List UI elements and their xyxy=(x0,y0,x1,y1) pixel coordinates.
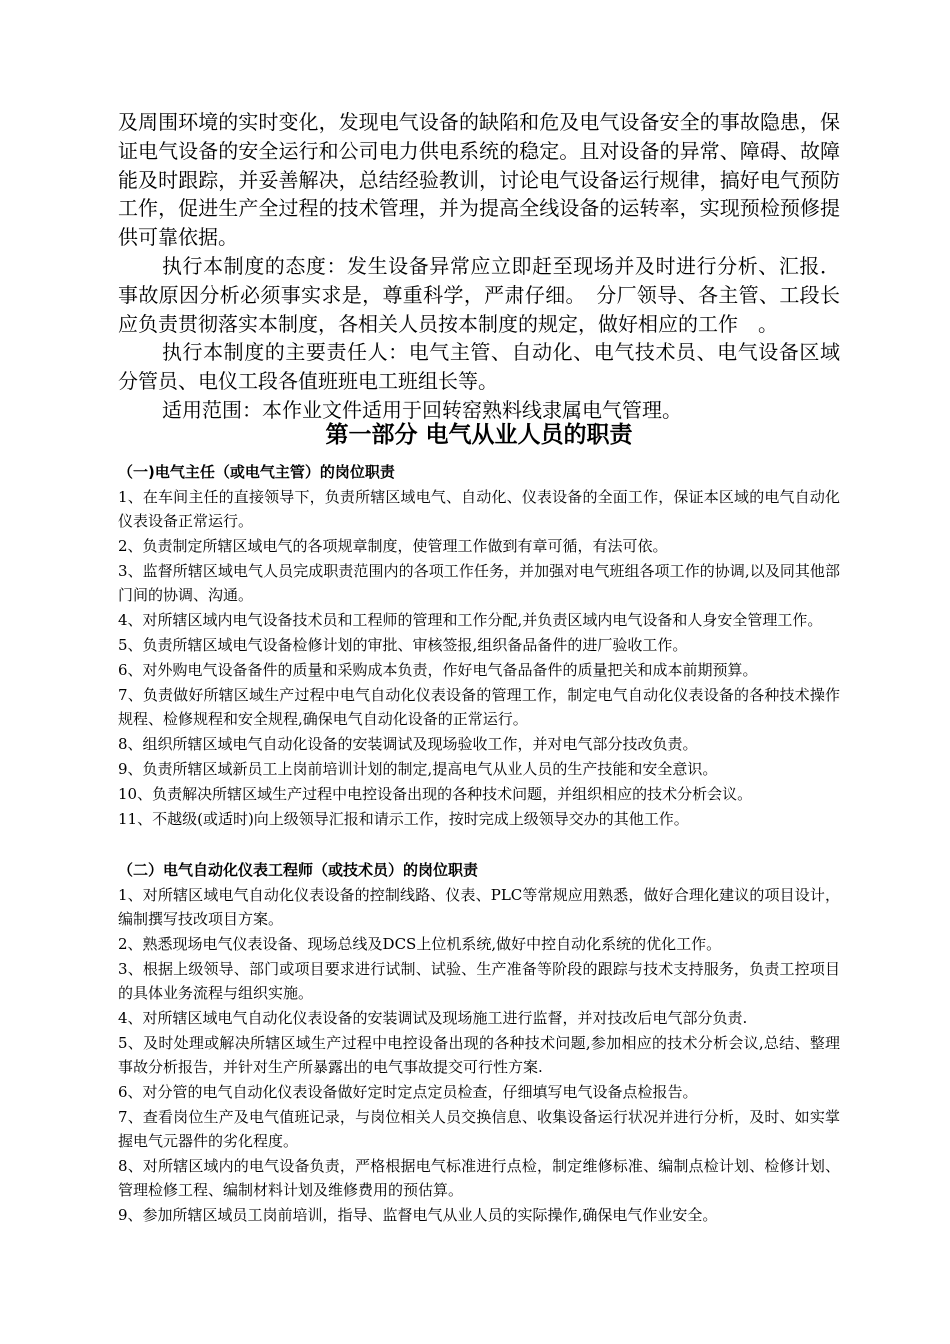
duty-item: 5、负责所辖区域电气设备检修计划的审批、审核签报,组织备品备件的进厂验收工作。 xyxy=(118,636,688,654)
duty-item: 7、查看岗位生产及电气值班记录，与岗位相关人员交换信息、收集设备运行状况并进行分析，及时、如实掌握电气元器件的劣化程度。 xyxy=(118,1108,840,1150)
duty-item: 1、对所辖区域电气自动化仪表设备的控制线路、仪表、PLC等常规应用熟悉，做好合理化建议的项目设计，编制撰写技改项目方案。 xyxy=(118,886,840,928)
duty-list xyxy=(118,883,840,1227)
duty-item: 2、熟悉现场电气仪表设备、现场总线及DCS上位机系统,做好中控自动化系统的优化工作。 xyxy=(118,935,722,953)
duty-item: 5、及时处理或解决所辖区域生产过程中电控设备出现的各种技术问题,参加相应的技术分析会议,总结、整理事故分析报告，并针对生产所暴露出的电气事故提交可行性方案. xyxy=(118,1034,840,1076)
intro-paragraph-3: 执行本制度的主要责任人：电气主管、自动化、电气技术员、电气设备区域分管员、电仪工段各值班班电工班组长等。 xyxy=(118,340,840,394)
intro-paragraph-1: 及周围环境的实时变化，发现电气设备的缺陷和危及电气设备安全的事故隐患，保证电气设备的安全运行和公司电力供电系统的稳定。且对设备的异常、障碍、故障能及时跟踪，并妥善解决，总结经验教训，讨论电气设备运行规律，搞好电气预防工作，促进生产全过程的技术管理，并为提高全线设备的运转率，实现预检预修提供可靠依据。 xyxy=(118,110,840,250)
duty-item: 3、根据上级领导、部门或项目要求进行试制、试验、生产准备等阶段的跟踪与技术支持服务，负责工控项目的具体业务流程与组织实施。 xyxy=(118,960,840,1002)
duty-item: 8、对所辖区域内的电气设备负责，严格根据电气标准进行点检，制定维修标准、编制点检计划、检修计划、管理检修工程、编制材料计划及维修费用的预估算。 xyxy=(118,1157,840,1199)
duty-item: 3、监督所辖区域电气人员完成职责范围内的各项工作任务，并加强对电气班组各项工作的协调,以及同其他部门间的协调、沟通。 xyxy=(118,562,840,604)
section-electrical-supervisor xyxy=(118,460,840,831)
section-automation-engineer xyxy=(118,858,840,1227)
section-heading: （一)电气主任（或电气主管）的岗位职责 xyxy=(118,463,395,481)
duty-item: 6、对分管的电气自动化仪表设备做好定时定点定员检查，仔细填写电气设备点检报告。 xyxy=(118,1083,698,1101)
part-title: 第一部分 电气从业人员的职责 xyxy=(325,422,633,448)
duty-list xyxy=(118,485,840,831)
duty-item: 8、组织所辖区域电气自动化设备的安装调试及现场验收工作，并对电气部分技改负责。 xyxy=(118,735,698,753)
intro-section xyxy=(118,108,840,425)
duty-item: 6、对外购电气设备备件的质量和采购成本负责，作好电气备品备件的质量把关和成本前期预算。 xyxy=(118,661,758,679)
section-heading: （二）电气自动化仪表工程师（或技术员）的岗位职责 xyxy=(118,861,479,879)
duty-item: 10、负责解决所辖区域生产过程中电控设备出现的各种技术问题，并组织相应的技术分析会议。 xyxy=(118,785,753,803)
duty-item: 9、参加所辖区域员工岗前培训，指导、监督电气从业人员的实际操作,确保电气作业安全。 xyxy=(118,1206,718,1224)
duty-item: 7、负责做好所辖区域生产过程中电气自动化仪表设备的管理工作，制定电气自动化仪表设备的各种技术操作规程、检修规程和安全规程,确保电气自动化设备的正常运行。 xyxy=(118,686,840,728)
duty-item: 2、负责制定所辖区域电气的各项规章制度，使管理工作做到有章可循，有法可依。 xyxy=(118,537,668,555)
intro-paragraph-4: 适用范围：本作业文件适用于回转窑熟料线隶属电气管理。 xyxy=(162,397,682,422)
duty-item: 11、不越级(或适时)向上级领导汇报和请示工作，按时完成上级领导交办的其他工作。 xyxy=(118,810,689,828)
duty-item: 1、在车间主任的直接领导下，负责所辖区域电气、自动化、仪表设备的全面工作，保证本区域的电气自动化仪表设备正常运行。 xyxy=(118,488,840,530)
duty-item: 4、对所辖区域内电气设备技术员和工程师的管理和工作分配,并负责区域内电气设备和人身安全管理工作。 xyxy=(118,611,823,629)
intro-paragraph-2: 执行本制度的态度：发生设备异常应立即赶至现场并及时进行分析、汇报．事故原因分析必须事实求是，尊重科学，严肃仔细。 分厂领导、各主管、工段长应负责贯彻落实本制度，各相关人员按本制度的规定，做好相应的工作 。 xyxy=(118,253,840,336)
duty-item: 4、对所辖区域电气自动化仪表设备的安装调试及现场施工进行监督，并对技改后电气部分负责. xyxy=(118,1009,748,1027)
duty-item: 9、负责所辖区域新员工上岗前培训计划的制定,提高电气从业人员的生产技能和安全意识。 xyxy=(118,760,718,778)
